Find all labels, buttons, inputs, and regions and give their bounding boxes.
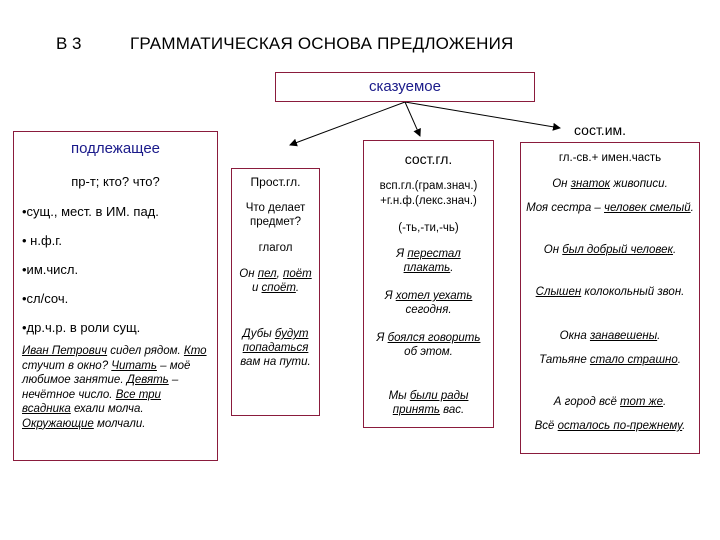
arrow-to-sostgl	[405, 102, 420, 136]
compound-verb-formula-1: всп.гл.(грам.знач.)	[379, 180, 478, 192]
compound-nominal-example-7: А город всё тот же.	[553, 396, 667, 408]
subject-item-inf: • н.ф.г.	[22, 233, 63, 248]
compound-verb-example-1: Я перестал плакать.	[396, 248, 461, 274]
compound-nominal-example-8: Всё осталось по-прежнему.	[534, 420, 686, 432]
predicate-label: сказуемое	[369, 78, 441, 95]
subject-head: пр-т; кто? что?	[71, 174, 160, 189]
simple-verb-example-1: Он пел, поёт и споёт.	[239, 268, 312, 294]
compound-nominal-title: сост.им.	[574, 122, 627, 138]
compound-verb-example-2: Я хотел уехать сегодня.	[384, 290, 473, 316]
header-title: ГРАММАТИЧЕСКАЯ ОСНОВА ПРЕДЛОЖЕНИЯ	[130, 34, 514, 53]
subject-title: подлежащее	[70, 140, 161, 157]
subject-item-num: •им.числ.	[22, 262, 79, 277]
subject-item-other: •др.ч.р. в роли сущ.	[22, 320, 141, 335]
compound-nominal-example-3: Он был добрый человек.	[543, 244, 677, 256]
arrow-to-sostim	[405, 102, 560, 128]
compound-nominal-example-6: Татьяне стало страшно.	[539, 354, 681, 366]
subject-example: Иван Петрович сидел рядом. Кто стучит в окно? Читать – моё любимое занятие. Девять – нечётное число. Все три всадника ехали молча. Окружающие молчали.	[22, 345, 207, 430]
compound-nominal-example-2: Моя сестра – человек смелый.	[526, 202, 694, 214]
simple-verb-kind: глагол	[258, 242, 293, 254]
subject-item-noun: •сущ., мест. в ИМ. пад.	[22, 204, 159, 219]
compound-verb-suffixes: (-ть,-ти,-чь)	[398, 222, 459, 234]
subject-column	[13, 131, 218, 461]
arrow-to-prost	[290, 102, 405, 145]
compound-verb-title: сост.гл.	[404, 151, 453, 167]
simple-verb-question: Что делает предмет?	[245, 202, 306, 228]
predicate-box	[275, 72, 535, 102]
simple-verb-title: Прост.гл.	[250, 175, 301, 189]
compound-verb-example-4: Мы были рады принять вас.	[388, 390, 469, 416]
subject-item-combo: •сл/соч.	[22, 291, 69, 306]
header-code: В 3	[56, 34, 82, 53]
compound-verb-formula-2: +г.н.ф.(лекс.знач.)	[380, 195, 477, 207]
compound-nominal-formula: гл.-св.+ имен.часть	[558, 152, 662, 164]
simple-verb-example-2: Дубы будут попадаться вам на пути.	[240, 328, 311, 368]
compound-nominal-column	[520, 142, 700, 454]
compound-nominal-example-5: Окна занавешены.	[559, 330, 661, 342]
compound-verb-column	[363, 140, 494, 428]
compound-nominal-example-4: Слышен колокольный звон.	[535, 286, 685, 298]
compound-verb-example-3: Я боялся говорить об этом.	[376, 332, 481, 358]
simple-verb-column	[231, 168, 320, 416]
compound-nominal-example-1: Он знаток живописи.	[552, 178, 668, 190]
